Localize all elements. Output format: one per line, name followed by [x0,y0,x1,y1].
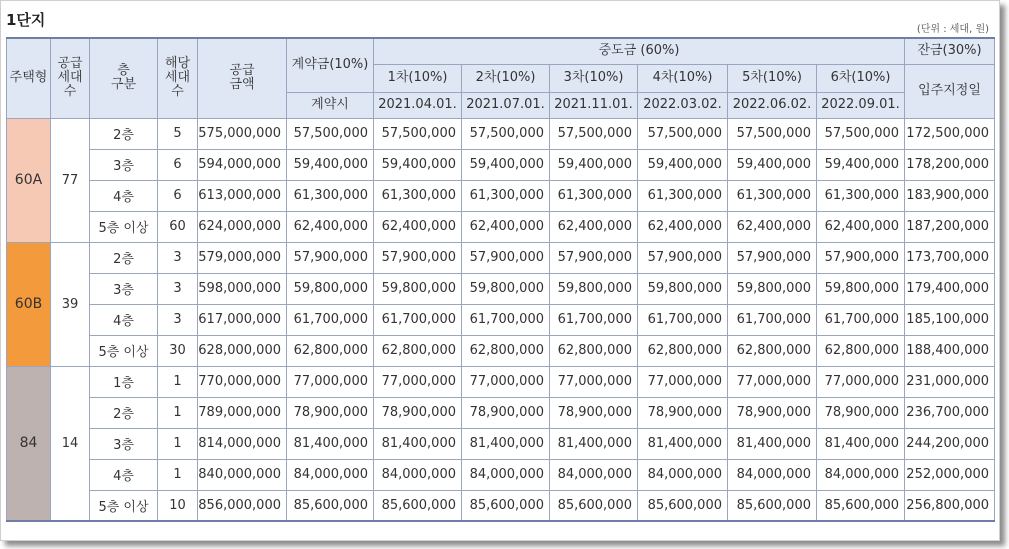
header-floor-class: 층 구분 [90,38,158,118]
deposit-cell: 77,000,000 [287,366,374,397]
price-table [6,37,995,522]
interim-cell-6: 59,800,000 [817,273,905,304]
interim-cell-1: 85,600,000 [374,490,462,521]
interim-cell-1: 59,800,000 [374,273,462,304]
interim-cell-1: 77,000,000 [374,366,462,397]
interim-cell-6: 61,300,000 [817,180,905,211]
units-cell: 60 [158,211,198,242]
interim-cell-3: 78,900,000 [550,397,638,428]
price-cell: 814,000,000 [198,428,287,459]
header-deposit-timing: 계약시 [287,92,374,118]
interim-cell-2: 57,900,000 [462,242,550,273]
header-interim-round-5: 5차(10%) [728,64,817,92]
units-cell: 1 [158,459,198,490]
table-row [7,366,995,397]
price-cell: 575,000,000 [198,118,287,149]
price-cell: 856,000,000 [198,490,287,521]
interim-cell-3: 84,000,000 [550,459,638,490]
interim-cell-4: 78,900,000 [638,397,728,428]
header-deposit: 계약금(10%) [287,38,374,92]
interim-cell-4: 85,600,000 [638,490,728,521]
deposit-cell: 62,800,000 [287,335,374,366]
header-balance: 잔금(30%) [905,38,995,64]
deposit-cell: 61,700,000 [287,304,374,335]
interim-cell-1: 81,400,000 [374,428,462,459]
interim-cell-5: 62,400,000 [728,211,817,242]
interim-cell-4: 61,700,000 [638,304,728,335]
balance-cell: 256,800,000 [905,490,995,521]
table-row [7,459,995,490]
interim-cell-1: 57,500,000 [374,118,462,149]
price-cell: 840,000,000 [198,459,287,490]
price-cell: 770,000,000 [198,366,287,397]
complex-title: 1단지 [6,11,46,29]
interim-cell-5: 84,000,000 [728,459,817,490]
interim-cell-2: 62,800,000 [462,335,550,366]
floor-cell: 1층 [90,366,158,397]
units-cell: 6 [158,149,198,180]
floor-cell: 2층 [90,118,158,149]
interim-cell-4: 59,800,000 [638,273,728,304]
interim-cell-6: 61,700,000 [817,304,905,335]
header-interim-date-2: 2021.07.01. [462,92,550,118]
price-cell: 628,000,000 [198,335,287,366]
interim-cell-1: 61,300,000 [374,180,462,211]
interim-cell-4: 77,000,000 [638,366,728,397]
balance-cell: 252,000,000 [905,459,995,490]
interim-cell-4: 61,300,000 [638,180,728,211]
deposit-cell: 57,900,000 [287,242,374,273]
header-interim-round-6: 6차(10%) [817,64,905,92]
header-interim: 중도금 (60%) [374,38,905,64]
interim-cell-2: 57,500,000 [462,118,550,149]
table-row [7,180,995,211]
interim-cell-4: 81,400,000 [638,428,728,459]
units-cell: 3 [158,242,198,273]
housing-type-cell: 60B [7,242,51,366]
table-row [7,490,995,521]
interim-cell-3: 85,600,000 [550,490,638,521]
supply-units-cell: 39 [51,242,90,366]
header-supply-price: 공급 금액 [198,38,287,118]
interim-cell-2: 61,700,000 [462,304,550,335]
header-interim-date-1: 2021.04.01. [374,92,462,118]
units-cell: 1 [158,366,198,397]
header-interim-date-6: 2022.09.01. [817,92,905,118]
floor-cell: 4층 [90,180,158,211]
deposit-cell: 62,400,000 [287,211,374,242]
balance-cell: 183,900,000 [905,180,995,211]
interim-cell-2: 85,600,000 [462,490,550,521]
units-cell: 30 [158,335,198,366]
interim-cell-1: 59,400,000 [374,149,462,180]
price-cell: 624,000,000 [198,211,287,242]
floor-cell: 4층 [90,459,158,490]
interim-cell-4: 84,000,000 [638,459,728,490]
interim-cell-5: 78,900,000 [728,397,817,428]
interim-cell-6: 57,900,000 [817,242,905,273]
balance-cell: 178,200,000 [905,149,995,180]
deposit-cell: 57,500,000 [287,118,374,149]
table-row [7,242,995,273]
interim-cell-3: 62,800,000 [550,335,638,366]
interim-cell-5: 85,600,000 [728,490,817,521]
interim-cell-2: 62,400,000 [462,211,550,242]
interim-cell-5: 59,800,000 [728,273,817,304]
deposit-cell: 61,300,000 [287,180,374,211]
floor-cell: 3층 [90,273,158,304]
interim-cell-2: 59,800,000 [462,273,550,304]
interim-cell-5: 62,800,000 [728,335,817,366]
header-interim-date-3: 2021.11.01. [550,92,638,118]
interim-cell-2: 81,400,000 [462,428,550,459]
floor-cell: 3층 [90,428,158,459]
units-cell: 6 [158,180,198,211]
table-row [7,273,995,304]
interim-cell-3: 62,400,000 [550,211,638,242]
units-cell: 1 [158,397,198,428]
deposit-cell: 85,600,000 [287,490,374,521]
units-cell: 3 [158,273,198,304]
interim-cell-3: 61,300,000 [550,180,638,211]
table-row [7,397,995,428]
interim-cell-4: 57,900,000 [638,242,728,273]
table-row [7,118,995,149]
deposit-cell: 81,400,000 [287,428,374,459]
housing-type-cell: 60A [7,118,51,242]
units-cell: 1 [158,428,198,459]
balance-cell: 179,400,000 [905,273,995,304]
balance-cell: 187,200,000 [905,211,995,242]
interim-cell-6: 62,800,000 [817,335,905,366]
price-cell: 617,000,000 [198,304,287,335]
interim-cell-6: 85,600,000 [817,490,905,521]
price-cell: 598,000,000 [198,273,287,304]
interim-cell-3: 59,800,000 [550,273,638,304]
interim-cell-5: 61,300,000 [728,180,817,211]
interim-cell-6: 57,500,000 [817,118,905,149]
deposit-cell: 59,800,000 [287,273,374,304]
unit-note: (단위 : 세대, 원) [916,24,989,35]
header-interim-round-3: 3차(10%) [550,64,638,92]
interim-cell-2: 84,000,000 [462,459,550,490]
balance-cell: 236,700,000 [905,397,995,428]
interim-cell-4: 62,800,000 [638,335,728,366]
deposit-cell: 78,900,000 [287,397,374,428]
interim-cell-5: 57,900,000 [728,242,817,273]
supply-units-cell: 14 [51,366,90,521]
deposit-cell: 59,400,000 [287,149,374,180]
header-balance-timing: 입주지정일 [905,64,995,118]
interim-cell-6: 59,400,000 [817,149,905,180]
interim-cell-2: 77,000,000 [462,366,550,397]
header-interim-date-5: 2022.06.02. [728,92,817,118]
housing-type-cell: 84 [7,366,51,521]
price-cell: 579,000,000 [198,242,287,273]
interim-cell-6: 62,400,000 [817,211,905,242]
interim-cell-1: 62,800,000 [374,335,462,366]
interim-cell-1: 61,700,000 [374,304,462,335]
header-interim-round-1: 1차(10%) [374,64,462,92]
interim-cell-4: 59,400,000 [638,149,728,180]
interim-cell-3: 81,400,000 [550,428,638,459]
header-interim-round-2: 2차(10%) [462,64,550,92]
table-body [7,118,995,521]
header-supply-units: 공급 세대 수 [51,38,90,118]
floor-cell: 5층 이상 [90,335,158,366]
interim-cell-1: 62,400,000 [374,211,462,242]
floor-cell: 5층 이상 [90,211,158,242]
header-interim-date-4: 2022.03.02. [638,92,728,118]
table-row [7,428,995,459]
interim-cell-6: 81,400,000 [817,428,905,459]
supply-units-cell: 77 [51,118,90,242]
interim-cell-5: 61,700,000 [728,304,817,335]
interim-cell-2: 78,900,000 [462,397,550,428]
interim-cell-2: 61,300,000 [462,180,550,211]
interim-cell-4: 62,400,000 [638,211,728,242]
balance-cell: 188,400,000 [905,335,995,366]
interim-cell-5: 77,000,000 [728,366,817,397]
floor-cell: 2층 [90,397,158,428]
header-housing-type: 주택형 [7,38,51,118]
interim-cell-6: 77,000,000 [817,366,905,397]
table-row [7,211,995,242]
table-row [7,304,995,335]
balance-cell: 231,000,000 [905,366,995,397]
units-cell: 10 [158,490,198,521]
interim-cell-4: 57,500,000 [638,118,728,149]
interim-cell-5: 57,500,000 [728,118,817,149]
price-cell: 613,000,000 [198,180,287,211]
balance-cell: 173,700,000 [905,242,995,273]
interim-cell-2: 59,400,000 [462,149,550,180]
header-interim-round-4: 4차(10%) [638,64,728,92]
price-cell: 594,000,000 [198,149,287,180]
balance-cell: 185,100,000 [905,304,995,335]
interim-cell-3: 77,000,000 [550,366,638,397]
header-applicable-units: 해당 세대 수 [158,38,198,118]
deposit-cell: 84,000,000 [287,459,374,490]
interim-cell-5: 59,400,000 [728,149,817,180]
interim-cell-3: 57,500,000 [550,118,638,149]
balance-cell: 172,500,000 [905,118,995,149]
interim-cell-3: 59,400,000 [550,149,638,180]
interim-cell-1: 78,900,000 [374,397,462,428]
floor-cell: 3층 [90,149,158,180]
table-header [7,38,995,118]
floor-cell: 4층 [90,304,158,335]
interim-cell-1: 84,000,000 [374,459,462,490]
interim-cell-6: 84,000,000 [817,459,905,490]
table-row [7,149,995,180]
floor-cell: 5층 이상 [90,490,158,521]
floor-cell: 2층 [90,242,158,273]
units-cell: 5 [158,118,198,149]
table-row [7,335,995,366]
interim-cell-5: 81,400,000 [728,428,817,459]
price-cell: 789,000,000 [198,397,287,428]
interim-cell-1: 57,900,000 [374,242,462,273]
units-cell: 3 [158,304,198,335]
interim-cell-3: 57,900,000 [550,242,638,273]
interim-cell-6: 78,900,000 [817,397,905,428]
interim-cell-3: 61,700,000 [550,304,638,335]
balance-cell: 244,200,000 [905,428,995,459]
